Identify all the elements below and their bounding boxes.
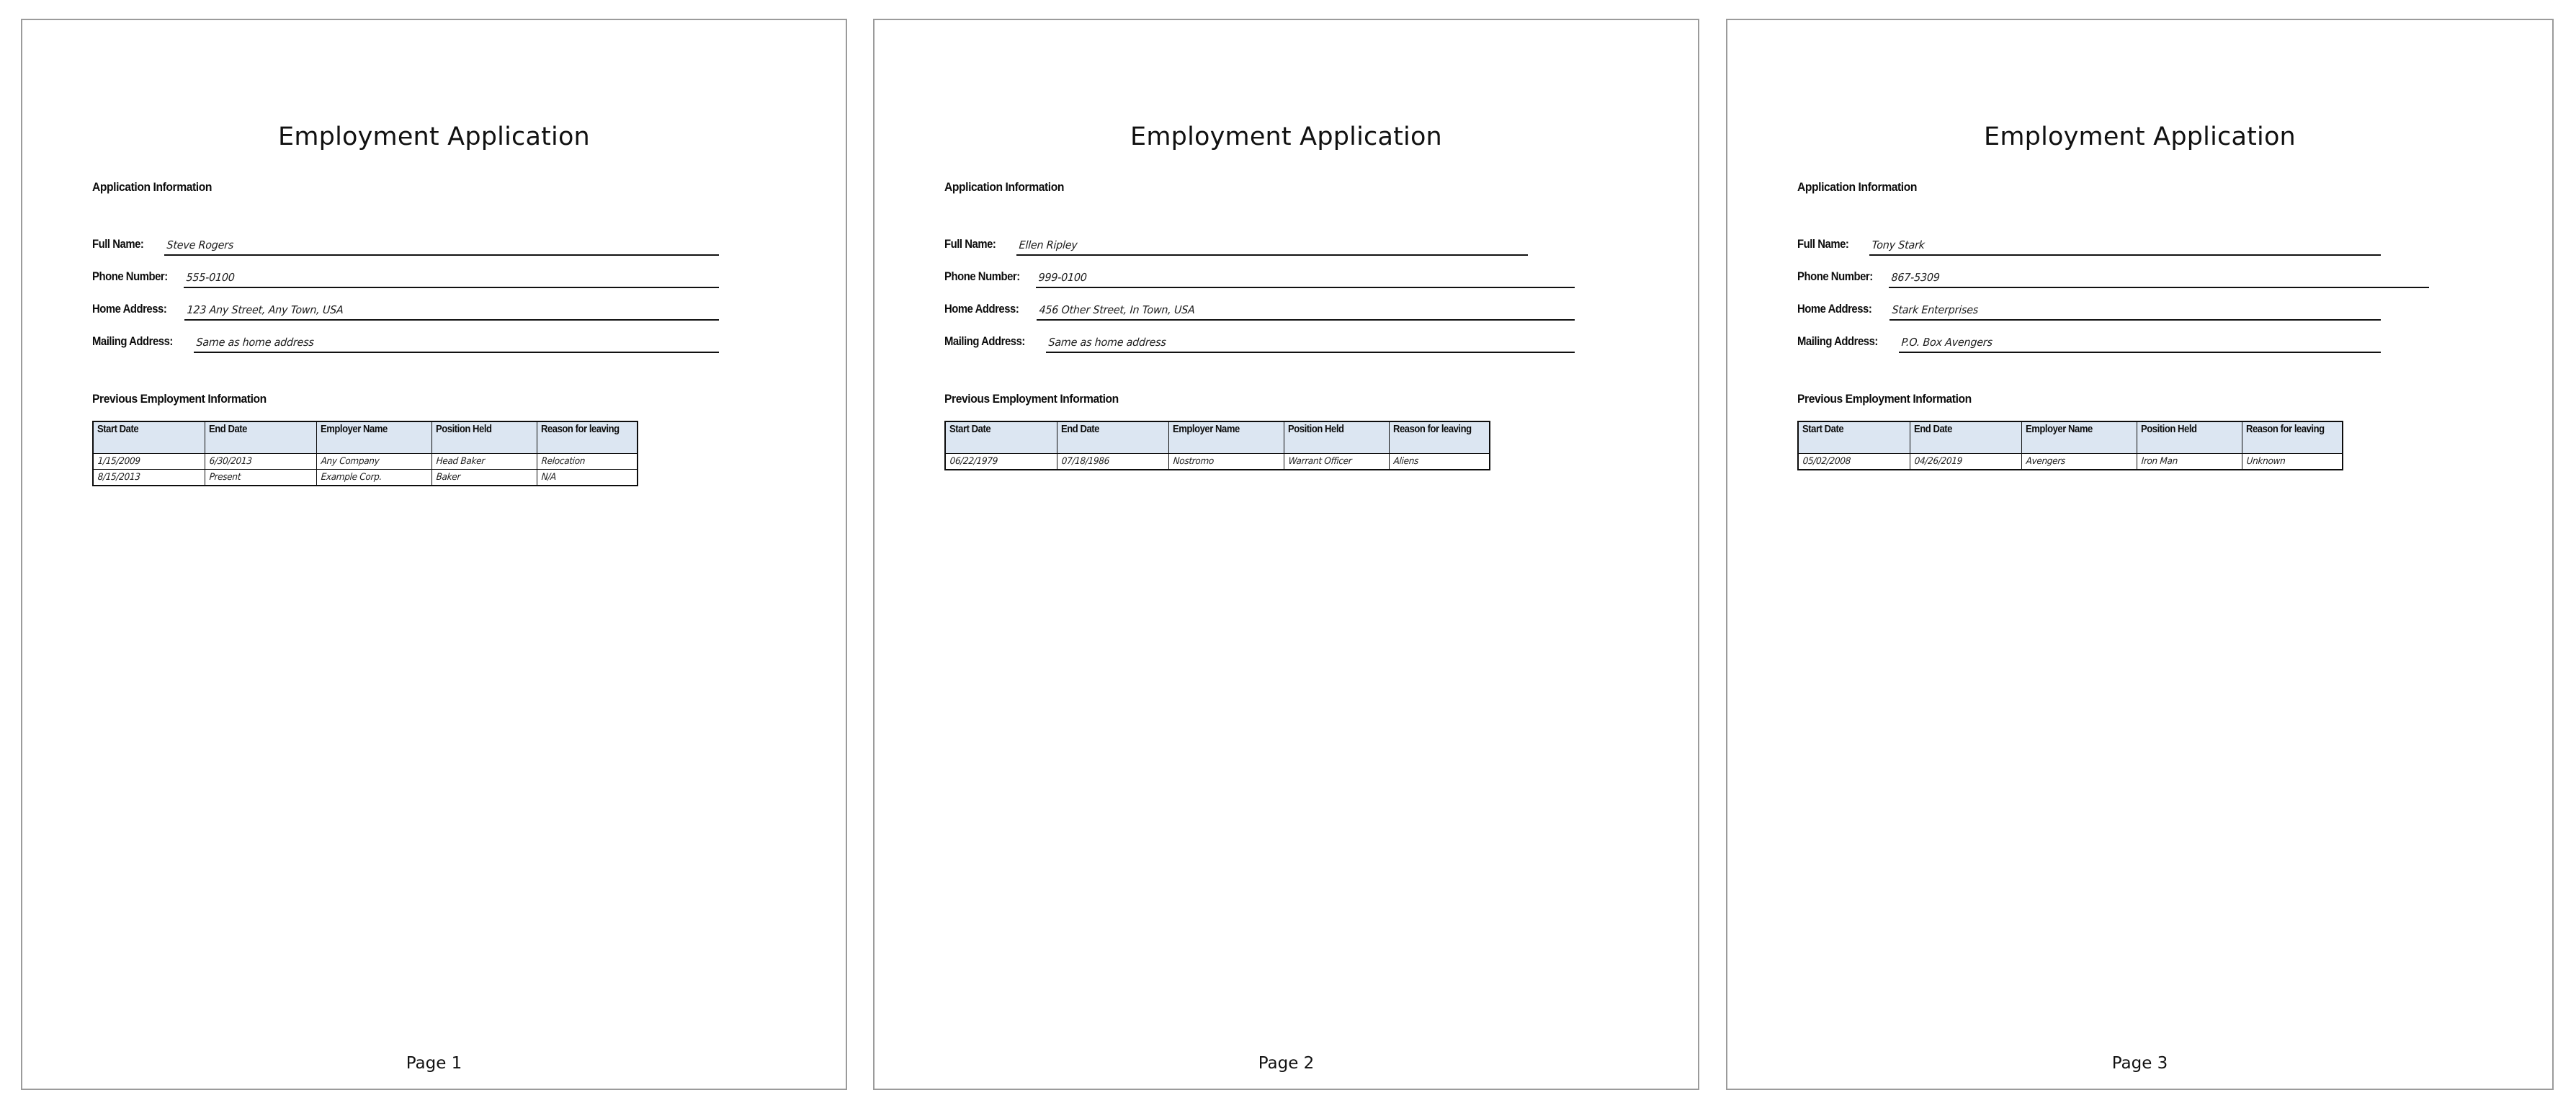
table-cell-text: Unknown <box>2245 455 2286 467</box>
field-label: Phone Number: <box>92 270 168 283</box>
section-heading-application-information: Application Information <box>1797 180 1917 194</box>
table-header-row <box>945 421 1490 453</box>
field-label: Full Name: <box>1797 238 1849 251</box>
table-cell-text: 6/30/2013 <box>208 455 252 467</box>
field-value[interactable]: Ellen Ripley <box>1019 238 1078 251</box>
table-column-header <box>431 421 537 453</box>
document-page-3[interactable] <box>1726 19 2554 1090</box>
field-underline <box>1899 352 2381 353</box>
table-cell-text: 07/18/1986 <box>1060 455 1109 467</box>
table-column-header-text: Reason for leaving <box>540 424 620 435</box>
section-heading-previous-employment: Previous Employment Information <box>92 392 267 406</box>
section-heading-application-information: Application Information <box>92 180 212 194</box>
table-header-row <box>1798 421 2343 453</box>
field-label: Phone Number: <box>1797 270 1873 283</box>
table-cell-text: Avengers <box>2025 455 2065 467</box>
table-row[interactable] <box>93 469 638 486</box>
field-value[interactable]: 867-5309 <box>1891 271 1941 284</box>
table-cell-text: 06/22/1979 <box>949 455 998 467</box>
table-column-header <box>2021 421 2137 453</box>
section-heading-application-information: Application Information <box>944 180 1064 194</box>
table-cell-text: 05/02/2008 <box>1802 455 1851 467</box>
table-cell-text: 8/15/2013 <box>97 471 141 483</box>
table-column-header <box>205 421 316 453</box>
table-column-header-text: Start Date <box>949 424 991 435</box>
table-column-header-text: Start Date <box>97 424 139 435</box>
page-title: Employment Application <box>1984 122 2296 151</box>
table-cell-text: 04/26/2019 <box>1913 455 1962 467</box>
field-underline <box>164 254 719 256</box>
table-cell-text: Present <box>208 471 241 483</box>
table-cell-text: 1/15/2009 <box>97 455 141 467</box>
table-column-header-text: Reason for leaving <box>2245 424 2325 435</box>
field-label: Mailing Address: <box>92 335 173 348</box>
field-label: Mailing Address: <box>944 335 1025 348</box>
previous-employment-table[interactable] <box>944 421 1490 470</box>
document-page-1[interactable] <box>21 19 847 1090</box>
table-column-header <box>93 421 205 453</box>
field-value[interactable]: Tony Stark <box>1871 238 1926 251</box>
page-title: Employment Application <box>1130 122 1442 151</box>
table-column-header-text: End Date <box>208 424 247 435</box>
table-header-row <box>93 421 638 453</box>
table-row[interactable] <box>945 453 1490 470</box>
document-page-2[interactable] <box>873 19 1699 1090</box>
table-cell[interactable] <box>431 469 537 486</box>
table-cell[interactable] <box>945 453 1057 470</box>
field-value[interactable]: Steve Rogers <box>166 238 234 251</box>
table-column-header <box>2242 421 2343 453</box>
field-underline <box>1016 254 1528 256</box>
field-label: Phone Number: <box>944 270 1020 283</box>
table-column-header-text: End Date <box>1060 424 1099 435</box>
table-cell[interactable] <box>2021 453 2137 470</box>
field-underline <box>1036 287 1575 288</box>
table-row[interactable] <box>93 453 638 469</box>
field-value[interactable]: 555-0100 <box>186 271 236 284</box>
table-cell[interactable] <box>1284 453 1389 470</box>
table-column-header-text: Position Held <box>435 424 492 435</box>
field-underline <box>1869 254 2381 256</box>
field-label: Mailing Address: <box>1797 335 1878 348</box>
field-value[interactable]: Stark Enterprises <box>1892 303 1979 316</box>
table-column-header-text: Reason for leaving <box>1392 424 1472 435</box>
field-underline <box>1046 352 1575 353</box>
previous-employment-table[interactable] <box>1797 421 2343 470</box>
table-column-header-text: Start Date <box>1802 424 1844 435</box>
table-cell[interactable] <box>537 453 638 469</box>
field-label: Home Address: <box>92 303 167 316</box>
page-footer-label: Page 1 <box>406 1054 462 1073</box>
table-cell[interactable] <box>431 453 537 469</box>
table-column-header <box>1910 421 2021 453</box>
table-cell-text: Any Company <box>320 455 380 467</box>
table-cell[interactable] <box>1057 453 1168 470</box>
field-underline <box>184 319 719 321</box>
field-value[interactable]: P.O. Box Avengers <box>1901 336 1993 349</box>
table-cell-text: Example Corp. <box>320 471 382 483</box>
table-cell[interactable] <box>316 453 431 469</box>
field-value[interactable]: 456 Other Street, In Town, USA <box>1039 303 1196 316</box>
field-underline <box>194 352 719 353</box>
field-value[interactable]: 123 Any Street, Any Town, USA <box>187 303 344 316</box>
table-column-header <box>1168 421 1284 453</box>
table-cell[interactable] <box>1798 453 1910 470</box>
table-column-header-text: Position Held <box>2140 424 2197 435</box>
table-cell[interactable] <box>2137 453 2242 470</box>
table-column-header <box>1798 421 1910 453</box>
table-cell[interactable] <box>1910 453 2021 470</box>
table-column-header <box>1389 421 1490 453</box>
field-label: Full Name: <box>92 238 144 251</box>
table-cell-text: Warrant Officer <box>1287 455 1352 467</box>
table-cell[interactable] <box>537 469 638 486</box>
table-cell[interactable] <box>205 469 316 486</box>
field-underline <box>1889 319 2381 321</box>
field-underline <box>1889 287 2429 288</box>
table-column-header-text: Employer Name <box>2025 424 2093 435</box>
field-value[interactable]: Same as home address <box>196 336 315 349</box>
table-column-header-text: Employer Name <box>1172 424 1240 435</box>
field-label: Full Name: <box>944 238 996 251</box>
field-label: Home Address: <box>944 303 1019 316</box>
table-column-header <box>537 421 638 453</box>
table-column-header-text: End Date <box>1913 424 1952 435</box>
table-cell[interactable] <box>2242 453 2343 470</box>
field-value[interactable]: Same as home address <box>1048 336 1167 349</box>
page-title: Employment Application <box>278 122 590 151</box>
section-heading-previous-employment: Previous Employment Information <box>1797 392 1972 406</box>
table-column-header-text: Position Held <box>1287 424 1344 435</box>
page-footer-label: Page 3 <box>2111 1054 2168 1073</box>
field-value[interactable]: 999-0100 <box>1038 271 1088 284</box>
table-cell-text: Relocation <box>540 455 586 467</box>
table-cell[interactable] <box>1389 453 1490 470</box>
table-column-header <box>316 421 431 453</box>
section-heading-previous-employment: Previous Employment Information <box>944 392 1119 406</box>
previous-employment-table-wrap <box>1797 421 2343 470</box>
table-column-header <box>945 421 1057 453</box>
table-cell[interactable] <box>1168 453 1284 470</box>
table-cell[interactable] <box>205 453 316 469</box>
table-column-header <box>1057 421 1168 453</box>
table-cell-text: Aliens <box>1392 455 1418 467</box>
table-cell-text: Head Baker <box>435 455 485 467</box>
field-underline <box>1037 319 1575 321</box>
previous-employment-table[interactable] <box>92 421 638 486</box>
table-row[interactable] <box>1798 453 2343 470</box>
field-label: Home Address: <box>1797 303 1872 316</box>
table-column-header <box>2137 421 2242 453</box>
table-cell[interactable] <box>316 469 431 486</box>
previous-employment-table-wrap <box>92 421 638 486</box>
field-underline <box>184 287 719 288</box>
table-cell[interactable] <box>93 469 205 486</box>
page-footer-label: Page 2 <box>1258 1054 1315 1073</box>
table-column-header <box>1284 421 1389 453</box>
previous-employment-table-wrap <box>944 421 1490 470</box>
table-cell-text: N/A <box>540 471 556 483</box>
table-cell-text: Baker <box>435 471 461 483</box>
table-cell-text: Nostromo <box>1172 455 1214 467</box>
table-column-header-text: Employer Name <box>320 424 388 435</box>
table-cell[interactable] <box>93 453 205 469</box>
table-cell-text: Iron Man <box>2140 455 2178 467</box>
